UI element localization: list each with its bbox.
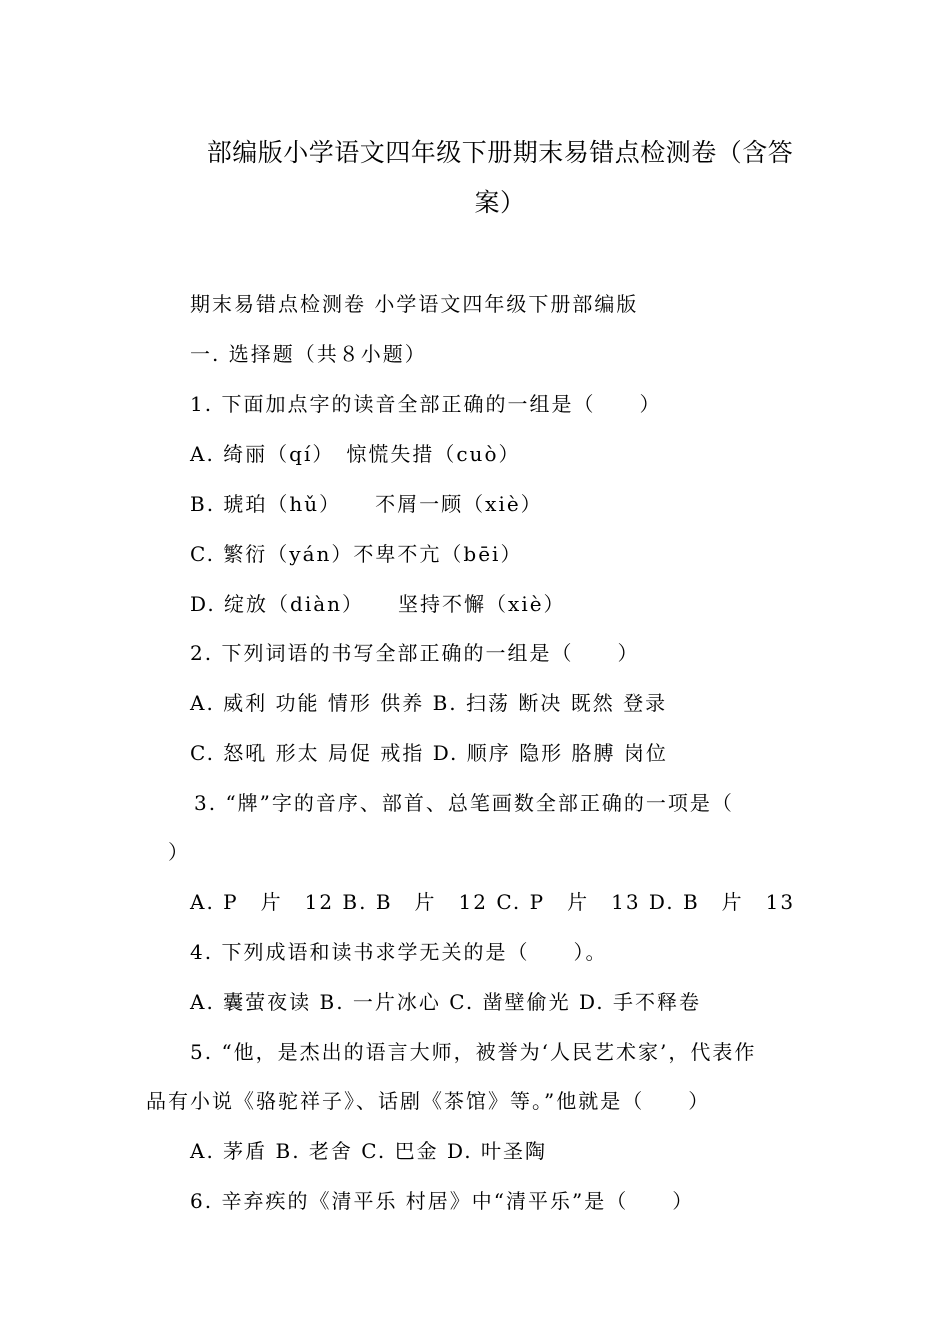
- section-heading: 一. 选择题（共８小题）: [190, 342, 427, 366]
- question-3-stem-line-2: ）: [168, 840, 190, 864]
- question-5-options: A. 茅盾 B. 老舍 C. 巴金 D. 叶圣陶: [190, 1139, 547, 1163]
- question-3-options: A. P 片 12 B. B 片 12 C. P 片 13 D. B 片 13: [190, 890, 796, 914]
- question-2-stem: 2. 下列词语的书写全部正确的一组是（ ）: [190, 641, 640, 665]
- question-2-options-cd: C. 怒吼 形太 局促 戒指 D. 顺序 隐形 胳膊 岗位: [190, 741, 668, 765]
- question-3-stem-line-1: 3. “牌”字的音序、部首、总笔画数全部正确的一项是（: [194, 791, 734, 815]
- question-2-options-ab: A. 威利 功能 情形 供养 B. 扫荡 断决 既然 登录: [190, 691, 668, 715]
- question-1-option-c: C. 繁衍（yán）不卑不亢（bēi）: [190, 542, 523, 566]
- question-5-stem-line-1: 5. “他，是杰出的语言大师，被誉为‘人民艺术家’，代表作: [190, 1040, 757, 1064]
- question-1-stem: 1. 下面加点字的读音全部正确的一组是（ ）: [190, 392, 662, 416]
- question-1-option-a: A. 绮丽（qí） 惊慌失措（cuò）: [190, 442, 521, 466]
- document-title-line-1: 部编版小学语文四年级下册期末易错点检测卷（含答: [206, 138, 794, 167]
- document-title-line-2: 案）: [474, 188, 526, 217]
- document-subtitle: 期末易错点检测卷 小学语文四年级下册部编版: [190, 292, 639, 316]
- question-5-stem-line-2: 品有小说《骆驼祥子》、话剧《茶馆》等。”他就是（ ）: [146, 1089, 711, 1113]
- question-4-options: A. 囊萤夜读 B. 一片冰心 C. 凿壁偷光 D. 手不释卷: [190, 990, 701, 1014]
- question-1-option-b: B. 琥珀（hǔ） 不屑一顾（xiè）: [190, 492, 543, 516]
- question-6-stem: 6. 辛弃疾的《清平乐 村居》中“清平乐”是（ ）: [190, 1189, 695, 1213]
- question-1-option-d: D. 绽放（diàn） 坚持不懈（xiè）: [190, 592, 566, 616]
- question-4-stem: 4. 下列成语和读书求学无关的是（ ）。: [190, 940, 608, 964]
